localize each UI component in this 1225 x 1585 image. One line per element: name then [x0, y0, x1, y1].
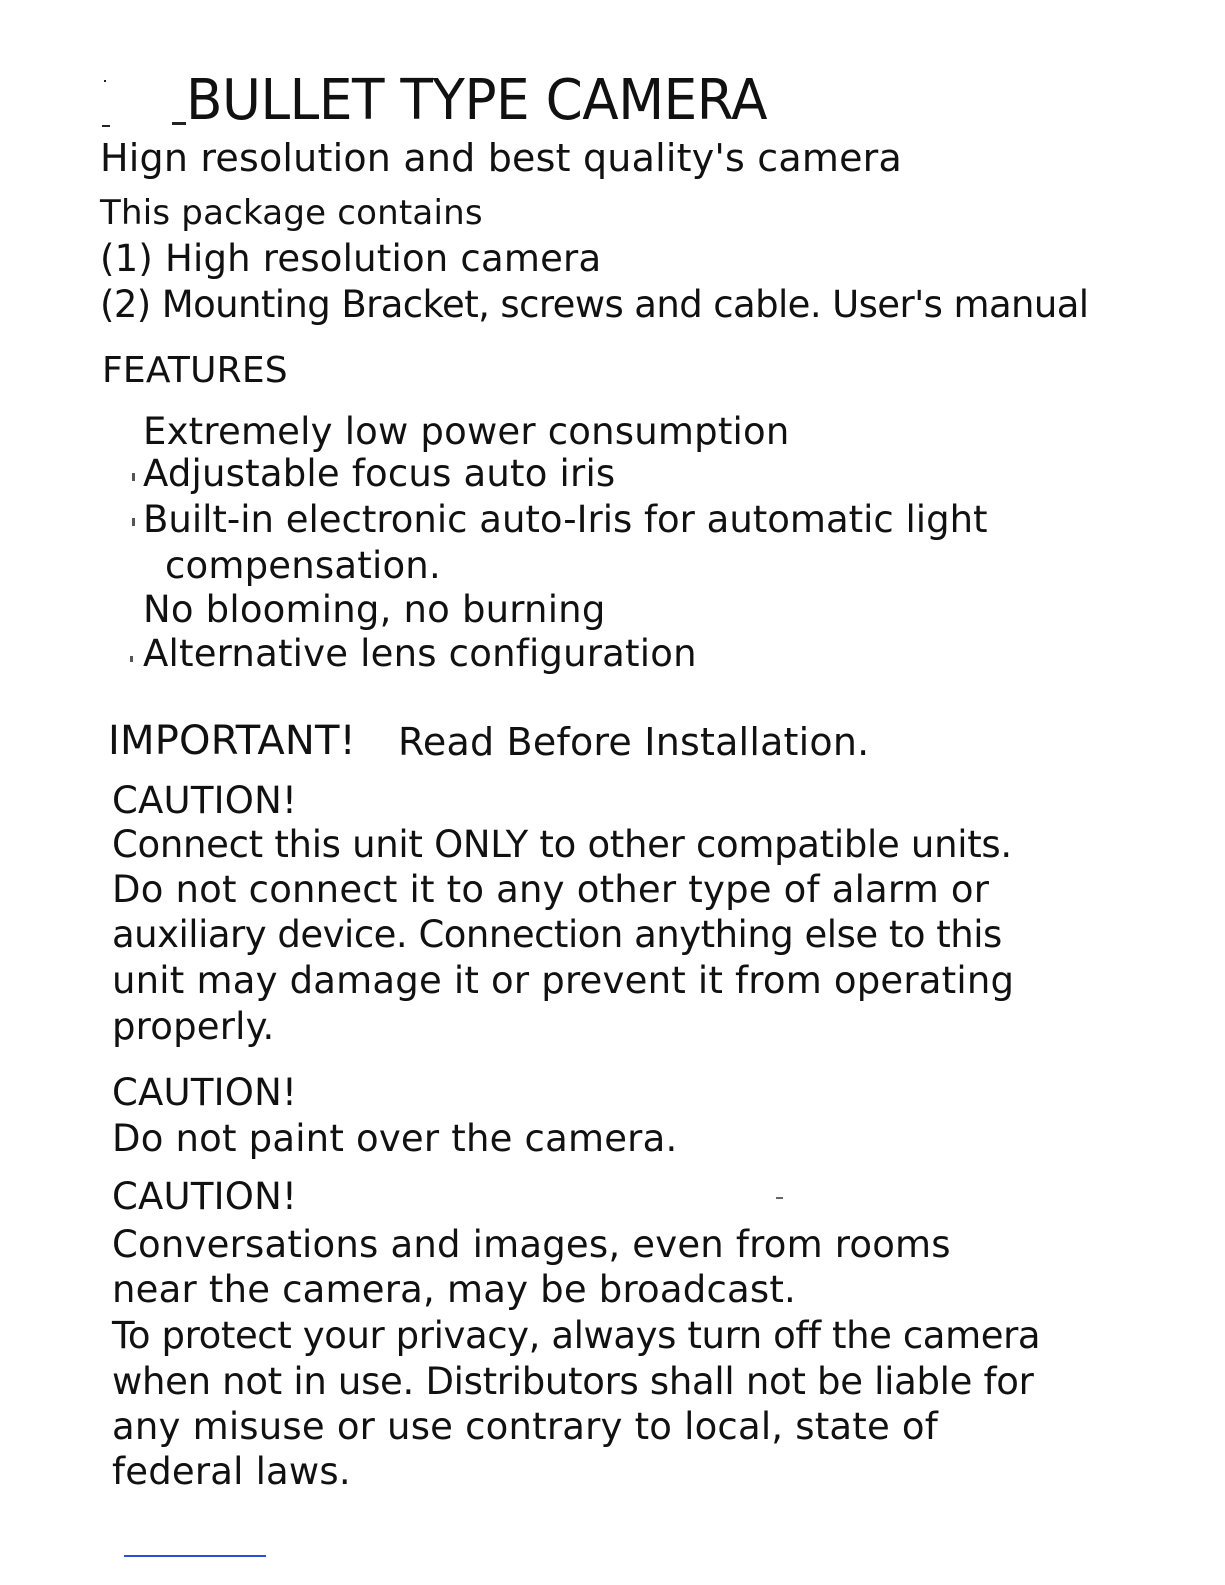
feature-item: Adjustable focus auto iris [143, 452, 616, 495]
bullet-mark [132, 473, 135, 481]
document-title: BULLET TYPE CAMERA [186, 68, 768, 133]
feature-item: Extremely low power consumption [143, 410, 790, 453]
bullet-mark [132, 518, 135, 526]
caution-text-line: Do not connect it to any other type of alarm or [112, 868, 990, 911]
caution-text-line: when not in use. Distributors shall not be liable for [112, 1360, 1034, 1403]
caution-text-line: auxiliary device. Connection anything else to this [112, 913, 1002, 956]
stray-mark [776, 1197, 783, 1199]
title-dash-mark [102, 125, 110, 127]
title-dash-mark [104, 80, 106, 82]
important-note: Read Before Installation. [398, 720, 870, 764]
caution-text-line: Connect this unit ONLY to other compatible units. [112, 823, 1012, 866]
feature-item: Alternative lens configuration [143, 632, 697, 675]
caution-heading: CAUTION! [112, 1071, 297, 1114]
feature-item: No blooming, no burning [143, 588, 606, 631]
feature-item-continuation: compensation. [165, 544, 441, 587]
feature-item: Built-in electronic auto-Iris for automatic light [143, 498, 988, 541]
caution-text-line: federal laws. [112, 1450, 351, 1493]
features-heading: FEATURES [102, 350, 288, 391]
footer-rule [124, 1555, 266, 1557]
package-item: (2) Mounting Bracket, screws and cable. User's manual [100, 283, 1089, 326]
caution-text-line: To protect your privacy, always turn off the camera [112, 1314, 1041, 1357]
bullet-mark [130, 656, 133, 662]
package-item: (1) High resolution camera [100, 237, 602, 280]
document-subtitle: Hign resolution and best quality's camera [100, 136, 902, 180]
caution-text-line: near the camera, may be broadcast. [112, 1268, 797, 1311]
title-dash-mark [172, 122, 186, 125]
important-label: IMPORTANT! [108, 718, 356, 764]
caution-text-line: unit may damage it or prevent it from operating [112, 959, 1015, 1002]
caution-text-line: Conversations and images, even from rooms [112, 1223, 951, 1266]
caution-heading: CAUTION! [112, 1175, 297, 1218]
caution-text-line: any misuse or use contrary to local, state of [112, 1405, 938, 1448]
caution-text-line: properly. [112, 1005, 275, 1048]
package-heading: This package contains [100, 193, 483, 233]
caution-heading: CAUTION! [112, 779, 297, 822]
caution-text-line: Do not paint over the camera. [112, 1117, 678, 1160]
